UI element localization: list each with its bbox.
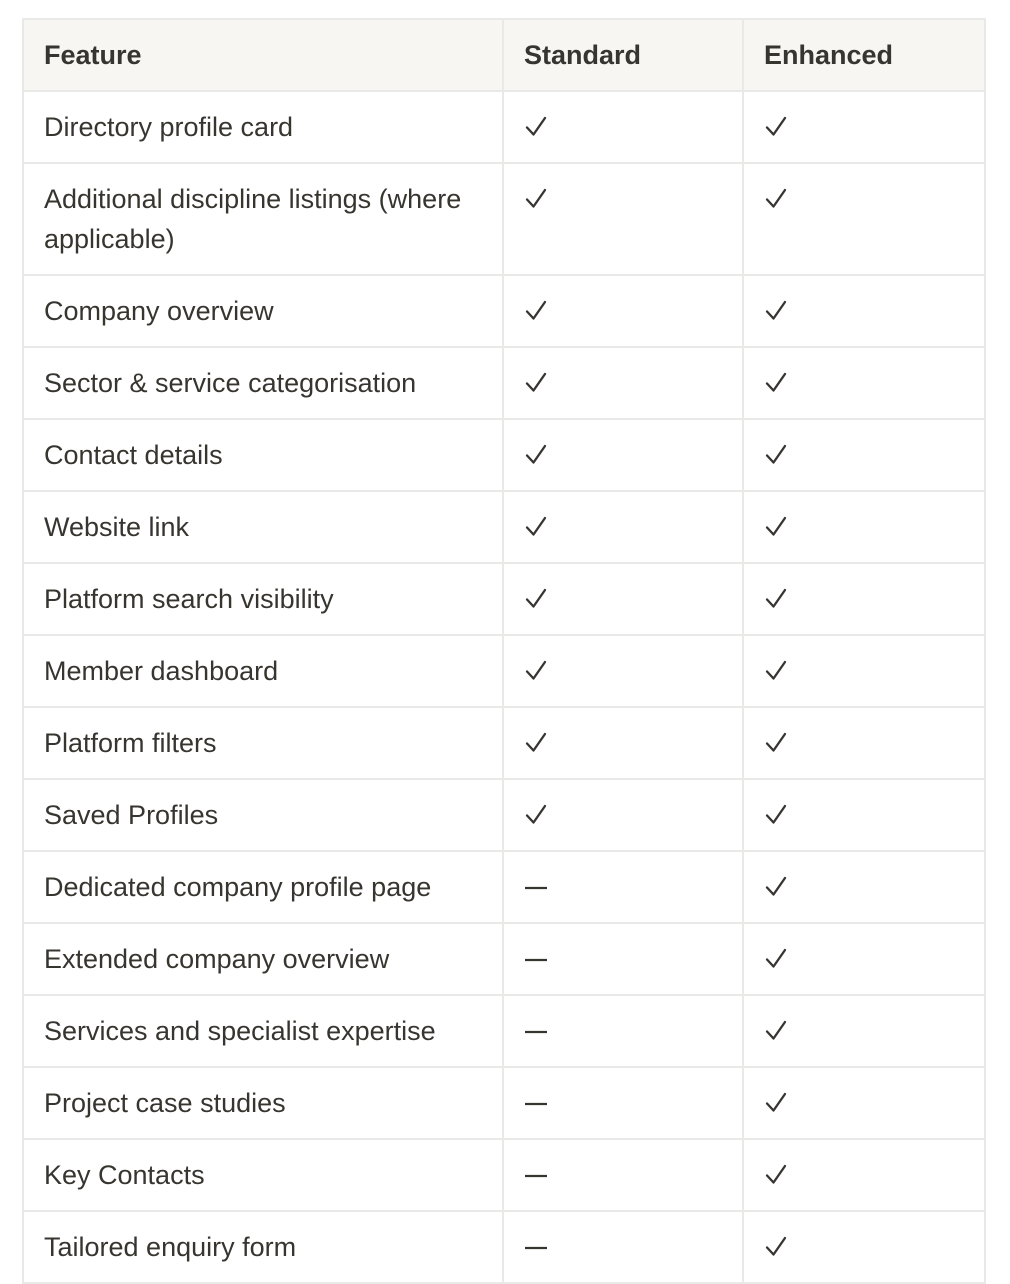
standard-cell: [503, 851, 743, 923]
checkmark-icon: [524, 651, 548, 691]
enhanced-cell: [743, 419, 985, 491]
checkmark-icon: [524, 363, 548, 403]
enhanced-cell: [743, 779, 985, 851]
table-row: [23, 163, 985, 275]
table-row: [23, 779, 985, 851]
checkmark-icon: [764, 107, 788, 147]
checkmark-icon: [764, 1011, 788, 1051]
table-row: [23, 91, 985, 163]
feature-comparison-table: [22, 18, 986, 1284]
standard-cell: [503, 779, 743, 851]
table-row: [23, 707, 985, 779]
enhanced-cell: [743, 1139, 985, 1211]
table-row: [23, 275, 985, 347]
table-row: [23, 1211, 985, 1283]
standard-cell: [503, 635, 743, 707]
enhanced-cell: [743, 635, 985, 707]
table-row: [23, 491, 985, 563]
table-row: [23, 923, 985, 995]
checkmark-icon: [524, 179, 548, 219]
standard-cell: [503, 1211, 743, 1283]
checkmark-icon: [764, 939, 788, 979]
standard-cell: [503, 275, 743, 347]
standard-cell: [503, 491, 743, 563]
table-row: [23, 419, 985, 491]
feature-name-cell: Company overview: [23, 275, 503, 347]
checkmark-icon: [764, 795, 788, 835]
table-row: [23, 1139, 985, 1211]
standard-cell: [503, 347, 743, 419]
standard-cell: [503, 707, 743, 779]
feature-name-cell: Extended company overview: [23, 923, 503, 995]
standard-cell: [503, 419, 743, 491]
enhanced-cell: [743, 851, 985, 923]
feature-name-cell: Website link: [23, 491, 503, 563]
enhanced-cell: [743, 1211, 985, 1283]
checkmark-icon: [524, 507, 548, 547]
standard-cell: [503, 1139, 743, 1211]
checkmark-icon: [764, 179, 788, 219]
column-header-standard: Standard: [503, 19, 743, 91]
standard-cell: [503, 91, 743, 163]
feature-name-cell: Project case studies: [23, 1067, 503, 1139]
dash-icon: [524, 1155, 548, 1195]
feature-name-cell: Platform search visibility: [23, 563, 503, 635]
feature-name-cell: Contact details: [23, 419, 503, 491]
standard-cell: [503, 1067, 743, 1139]
checkmark-icon: [524, 291, 548, 331]
checkmark-icon: [524, 723, 548, 763]
checkmark-icon: [764, 507, 788, 547]
checkmark-icon: [524, 579, 548, 619]
feature-name-cell: Directory profile card: [23, 91, 503, 163]
enhanced-cell: [743, 1067, 985, 1139]
checkmark-icon: [764, 651, 788, 691]
table-header: [23, 19, 985, 91]
feature-name-cell: Member dashboard: [23, 635, 503, 707]
table-row: [23, 563, 985, 635]
table-row: [23, 851, 985, 923]
dash-icon: [524, 1227, 548, 1267]
dash-icon: [524, 939, 548, 979]
enhanced-cell: [743, 91, 985, 163]
checkmark-icon: [764, 579, 788, 619]
enhanced-cell: [743, 923, 985, 995]
checkmark-icon: [764, 867, 788, 907]
checkmark-icon: [524, 795, 548, 835]
checkmark-icon: [764, 291, 788, 331]
table-row: [23, 995, 985, 1067]
feature-name-cell: Sector & service categorisation: [23, 347, 503, 419]
enhanced-cell: [743, 563, 985, 635]
header-row: [23, 19, 985, 91]
feature-name-cell: Additional discipline listings (where applicable): [23, 163, 503, 275]
table-row: [23, 1067, 985, 1139]
checkmark-icon: [764, 1155, 788, 1195]
checkmark-icon: [764, 723, 788, 763]
feature-name-cell: Saved Profiles: [23, 779, 503, 851]
table-row: [23, 347, 985, 419]
dash-icon: [524, 1011, 548, 1051]
table-body: [23, 91, 985, 1283]
feature-name-cell: Platform filters: [23, 707, 503, 779]
dash-icon: [524, 867, 548, 907]
checkmark-icon: [764, 1083, 788, 1123]
standard-cell: [503, 163, 743, 275]
checkmark-icon: [764, 435, 788, 475]
dash-icon: [524, 1083, 548, 1123]
feature-name-cell: Services and specialist expertise: [23, 995, 503, 1067]
column-header-enhanced: Enhanced: [743, 19, 985, 91]
standard-cell: [503, 923, 743, 995]
enhanced-cell: [743, 163, 985, 275]
enhanced-cell: [743, 995, 985, 1067]
feature-name-cell: Dedicated company profile page: [23, 851, 503, 923]
table-row: [23, 635, 985, 707]
checkmark-icon: [524, 435, 548, 475]
enhanced-cell: [743, 491, 985, 563]
enhanced-cell: [743, 347, 985, 419]
enhanced-cell: [743, 707, 985, 779]
feature-name-cell: Tailored enquiry form: [23, 1211, 503, 1283]
column-header-feature: Feature: [23, 19, 503, 91]
feature-name-cell: Key Contacts: [23, 1139, 503, 1211]
checkmark-icon: [764, 1227, 788, 1267]
checkmark-icon: [524, 107, 548, 147]
standard-cell: [503, 995, 743, 1067]
enhanced-cell: [743, 275, 985, 347]
standard-cell: [503, 563, 743, 635]
checkmark-icon: [764, 363, 788, 403]
